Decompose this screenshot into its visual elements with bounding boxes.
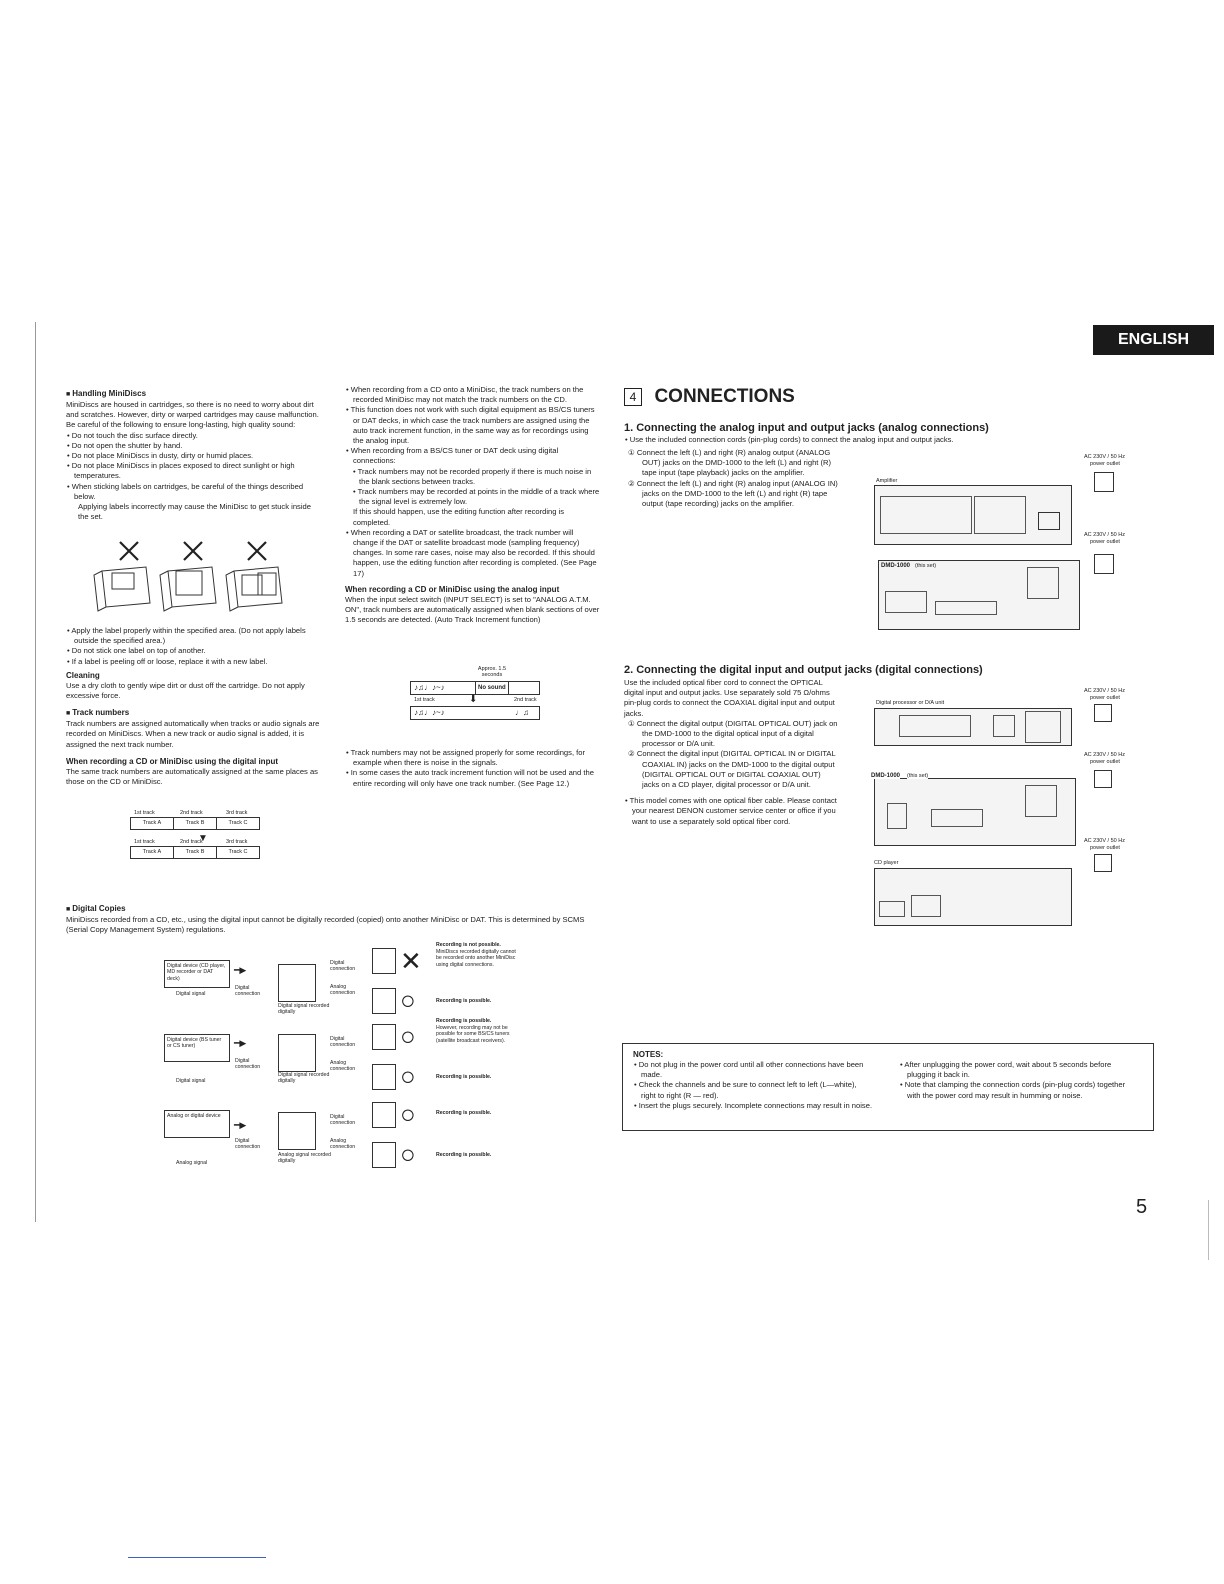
list-item: • If a label is peeling off or loose, replace it with a new label. [66, 657, 321, 667]
approx-label: Approx. 1.5 seconds [477, 666, 507, 678]
minidisc-icon [278, 1112, 316, 1150]
analog-section [624, 418, 1044, 445]
source-device-box [164, 1110, 230, 1138]
digital-section [624, 660, 1044, 677]
jack-panel [993, 715, 1015, 737]
page-divider [1208, 1200, 1209, 1260]
step-1 [624, 719, 839, 750]
minidisc-icon [278, 1034, 316, 1072]
jack-panel [935, 601, 997, 615]
track-label: 3rd track [226, 839, 248, 845]
track-cell: Track C [228, 849, 248, 855]
music-icon: ♪♫♩♪~♪ [414, 708, 445, 717]
digital-connection-figure [870, 686, 1140, 936]
analog-rec-text: When the input select switch (INPUT SELECT) is set to "ANALOG A.T.M. ON", track numbers are automatically assigned when blank sections of over 1.5 seconds are detected. (Auto Track Increment function) [345, 594, 600, 625]
page-number: 5 [1136, 1196, 1148, 1218]
source-signal-label: Analog signal [176, 1160, 208, 1166]
music-icon: ♩♫ [515, 708, 529, 717]
list-item: • This function does not work with such digital equipment as BS/CS tuners or DAT decks, in which case the track numbers are assigned using the auto track increment function, in the same way as for recordings using the analog input. [345, 405, 600, 446]
signal-bar [410, 681, 540, 695]
track-label: 1st track [134, 839, 155, 845]
recorded-label: Analog signal recorded digitally [278, 1152, 332, 1165]
step-2 [624, 749, 839, 790]
power-outlet-label: power outlet [1090, 845, 1120, 851]
digital-intro: Use the included optical fiber cord to connect the OPTICAL digital input and output jacks. Use separately sold 75 Ω/ohms pin-plug cords to connect the COAXIAL digital input and output jacks. [624, 678, 835, 718]
possible-icon: ○ [400, 1099, 416, 1129]
note-item: • After unplugging the power cord, wait about 5 seconds before plugging it back in. [899, 1060, 1139, 1080]
possible-icon: ○ [400, 985, 416, 1015]
middle-column-lower [345, 748, 600, 789]
section-title: CONNECTIONS [654, 386, 795, 407]
list-item: • When recording a DAT or satellite broadcast, the track number will change if the DAT or satellite broadcast mode (sampling frequency) changes. In some rare cases, noise may also be recorded. If this should happen, use the editing function after recording is completed. (See Page 17) [345, 528, 600, 579]
digital-title: 2. Connecting the digital input and output jacks (digital connections) [624, 664, 983, 676]
connection-label: Digital connection [235, 985, 261, 998]
footer-line [128, 1557, 266, 1558]
source-signal-label: Digital signal [176, 1078, 206, 1084]
digital-copies-text: MiniDiscs recorded from a CD, etc., using the digital input cannot be digitally recorded (copied) onto another MiniDisc or DAT. This is determined by SCMS (Serial Copy Management System) regulations. [66, 915, 585, 935]
analog-connection-figure [870, 452, 1140, 632]
result-title: Recording is possible. [436, 998, 492, 1004]
result-title: Recording is possible. [436, 1152, 492, 1158]
track-cell: Track A [131, 847, 174, 858]
result-title: Recording is not possible. [436, 942, 501, 948]
digital-copies [66, 900, 606, 935]
note-item: • Insert the plugs securely. Incomplete connections may result in noise. [633, 1101, 873, 1111]
result-title: Recording is possible. [436, 1018, 492, 1024]
source-device-box [164, 1034, 230, 1062]
result-note: However, recording may not be possible for some BS/CS tuners (satellite broadcast receivers). [436, 1025, 510, 1044]
list-item: • When sticking labels on cartridges, be careful of the things described below. [66, 482, 321, 502]
track-number-figure [130, 810, 270, 872]
ac-label: AC 230V / 50 Hz [1084, 688, 1125, 694]
cd-player-label: CD player [874, 860, 899, 866]
processor-label: Digital processor or D/A unit [876, 700, 945, 706]
second-track-label: 2nd track [514, 697, 537, 703]
minidisc-icon [372, 1142, 396, 1168]
connection-label: Digital connection [330, 1114, 356, 1127]
list-item: • When recording from a CD onto a MiniDisc, the track numbers on the recorded MiniDisc may not match the track numbers on the CD. [345, 385, 600, 405]
down-arrow-icon: ▼ [198, 833, 208, 844]
scms-row [160, 1096, 580, 1174]
jack-panel [911, 895, 941, 917]
track-cell: Track B [174, 818, 217, 829]
language-tab [1093, 325, 1214, 355]
source-signal-label: Digital signal [176, 991, 206, 997]
step-1 [624, 448, 839, 479]
note-item: • Note that clamping the connection cords (pin-plug cords) together with the power cord may result in humming or noise. [899, 1080, 1139, 1100]
possible-icon: ○ [400, 1061, 416, 1091]
list-item: • Do not touch the disc surface directly. [66, 431, 321, 441]
scms-row [160, 1018, 580, 1096]
fan-panel [1027, 567, 1059, 599]
power-plug-icon [1094, 770, 1112, 788]
minidisc-icon [372, 1064, 396, 1090]
power-plug-icon [1094, 704, 1112, 722]
cleaning-text: Use a dry cloth to gently wipe dirt or dust off the cartridge. Do not apply excessive force. [66, 680, 305, 701]
jack-panel [899, 715, 971, 737]
section-number: 4 [624, 388, 642, 406]
page-divider [35, 322, 36, 1222]
ac-label: AC 230V / 50 Hz [1084, 752, 1125, 758]
this-set-label: (this set) [915, 563, 937, 569]
connection-label: Analog connection [330, 1060, 356, 1073]
arrow-icon: ━▶ [234, 965, 247, 975]
step-number: ② [628, 749, 637, 759]
list-item: • Track numbers may be recorded at points in the middle of a track where the signal level is extremely low. [345, 487, 600, 507]
power-outlet-label: power outlet [1090, 759, 1120, 765]
jack-panel [879, 901, 905, 917]
scms-diagram [160, 942, 580, 1174]
result-note: MiniDiscs recorded digitally cannot be recorded onto another MiniDisc using digital connections. [436, 949, 516, 968]
analog-title: 1. Connecting the analog input and output jacks (analog connections) [624, 422, 989, 434]
left-column [66, 385, 321, 522]
step-number: ① [628, 718, 637, 728]
power-outlet-label: power outlet [1090, 539, 1120, 545]
source-device-label: Digital device (BS tuner or CS tuner) [167, 1037, 222, 1050]
result-title: Recording is possible. [436, 1074, 492, 1080]
step-text: Connect the left (L) and right (R) analog input (ANALOG IN) jacks on the DMD-1000 to the left (L) and right (R) tape output (tape recording) jacks on the amplifier. [636, 478, 838, 509]
ac-label: AC 230V / 50 Hz [1084, 532, 1125, 538]
dmd-device [878, 560, 1080, 630]
unit-label: DMD-1000 [881, 563, 911, 569]
digital-rec-text: The same track numbers are automatically assigned at the same places as those on the CD or MiniDisc. [66, 766, 318, 787]
amplifier-label: Amplifier [876, 478, 898, 484]
left-column-lower [66, 626, 321, 787]
notes-title: NOTES: [633, 1050, 664, 1059]
step-text: Connect the left (L) and right (R) analog output (ANALOG OUT) jacks on the DMD-1000 to the left (L) and right (R) tape input (tape playback) jacks on the amplifier. [636, 448, 832, 478]
note-item: • Check the channels and be sure to connect left to left (L—white), right to right (R — red). [633, 1080, 873, 1100]
jack-panel [887, 803, 907, 829]
connection-label: Analog connection [330, 984, 356, 997]
track-cell: Track C [228, 820, 248, 826]
down-arrow-icon: ⬇ [469, 694, 478, 705]
track-cell: Track A [131, 818, 174, 829]
track-numbers-text: Track numbers are assigned automatically when tracks or audio signals are recorded on MiniDiscs. When a new track or audio signal is added, it is assigned the next track number. [66, 719, 320, 749]
first-track-label: 1st track [414, 697, 435, 703]
cleaning-title: Cleaning [66, 670, 100, 680]
recorded-label: Digital signal recorded digitally [278, 1072, 330, 1085]
optical-cable-note: • This model comes with one optical fiber cable. Please contact your nearest DENON customer service center or office if you want to use a separately sold optical fiber cord. [624, 796, 839, 827]
auto-track-figure [410, 666, 550, 726]
jack-panel [974, 496, 1026, 534]
track-cell: Track B [174, 847, 217, 858]
section-heading [624, 386, 1024, 408]
connection-label: Digital connection [235, 1138, 261, 1151]
jack-panel [885, 591, 927, 613]
power-plug-icon [1094, 472, 1114, 492]
list-item: • Do not stick one label on top of another. [66, 646, 321, 656]
source-device-box [164, 960, 230, 988]
analog-rec-title: When recording a CD or MiniDisc using the analog input [345, 584, 560, 594]
note-item: • Do not plug in the power cord until all other connections have been made. [633, 1060, 873, 1080]
processor-device [874, 708, 1072, 746]
list-item: • Apply the label properly within the specified area. (Do not apply labels outside the specified area.) [66, 626, 321, 646]
list-item: • Track numbers may not be assigned properly for some recordings, for example when there is noise in the signals. [345, 748, 600, 768]
arrow-icon: ━▶ [234, 1038, 247, 1048]
step-text: Connect the digital output (DIGITAL OPTICAL OUT) jack on the DMD-1000 to the digital optical input of a digital processor or D/A unit. [636, 718, 838, 749]
connection-label: Digital connection [235, 1058, 261, 1071]
digital-steps [624, 678, 839, 827]
music-icon: ♪♫♩♪~♪ [414, 683, 445, 692]
signal-bar [410, 706, 540, 720]
possible-icon: ○ [400, 1021, 416, 1051]
recorded-label: Digital signal recorded digitally [278, 1003, 330, 1016]
handling-title: ■ Handling MiniDiscs [66, 388, 321, 400]
power-plug-icon [1094, 854, 1112, 872]
cartridge-label-illustration [88, 537, 298, 617]
power-outlet-label: power outlet [1090, 461, 1120, 467]
list-item: • When recording from a BS/CS tuner or DAT deck using digital connections: [345, 446, 600, 466]
analog-intro: • Use the included connection cords (pin-plug cords) to connect the analog input and output jacks. [624, 435, 1044, 445]
possible-icon: ○ [400, 1139, 416, 1169]
list-item: • Do not place MiniDiscs in places exposed to direct sunlight or high temperatures. [66, 461, 321, 481]
dmd-device [871, 773, 1076, 846]
step-2 [624, 479, 839, 510]
step-number: ① [628, 448, 637, 457]
power-socket-icon [1038, 512, 1060, 530]
track-label: 3rd track [226, 810, 248, 816]
minidisc-icon [278, 964, 316, 1002]
cd-player-device [874, 868, 1072, 926]
this-set-label: (this set) [907, 773, 929, 779]
connection-label: Digital connection [330, 1036, 356, 1049]
if-note: If this should happen, use the editing function after recording is completed. [353, 507, 565, 527]
notes-box [622, 1043, 1154, 1131]
track-label: 2nd track [180, 810, 203, 816]
track-label: 1st track [134, 810, 155, 816]
minidisc-icon [372, 948, 396, 974]
track-label: 2nd track [180, 839, 203, 845]
arrow-icon: ━▶ [234, 1120, 247, 1130]
minidisc-icon [372, 1024, 396, 1050]
ac-label: AC 230V / 50 Hz [1084, 838, 1125, 844]
minidisc-icon [372, 988, 396, 1014]
middle-column [345, 385, 600, 625]
list-item: • In some cases the auto track increment function will not be used and the entire recording will only have one track number. (See Page 12.) [345, 768, 600, 788]
list-item: • Do not open the shutter by hand. [66, 441, 321, 451]
list-item: • Track numbers may not be recorded properly if there is much noise in the blank sections between tracks. [345, 467, 600, 487]
track-numbers-title: ■ Track numbers [66, 707, 321, 719]
minidisc-icon [372, 1102, 396, 1128]
no-sound-label: No sound [475, 682, 509, 694]
handling-intro: MiniDiscs are housed in cartridges, so there is no need to worry about dirt and scratches. However, dirty or warped cartridges may cause malfunction. Be careful of the following to ensure long-lasting, high quality sound: [66, 400, 319, 430]
power-plug-icon [1094, 554, 1114, 574]
label-note: Applying labels incorrectly may cause the MiniDisc to get stuck inside the set. [78, 502, 311, 522]
jack-panel [880, 496, 972, 534]
digital-copies-title: ■ Digital Copies [66, 903, 606, 915]
list-item: • Do not place MiniDiscs in dusty, dirty or humid places. [66, 451, 321, 461]
scms-row [160, 942, 580, 1020]
not-possible-icon: ✕ [400, 946, 422, 976]
fan-panel [1025, 711, 1061, 743]
source-device-label: Digital device (CD player, MD recorder or DAT deck) [167, 963, 226, 982]
step-number: ② [628, 478, 637, 488]
power-outlet-label: power outlet [1090, 695, 1120, 701]
language-tab-label: ENGLISH [1117, 331, 1190, 348]
source-device-label: Analog or digital device [167, 1113, 221, 1119]
unit-label: DMD-1000 [871, 773, 901, 779]
ac-label: AC 230V / 50 Hz [1084, 454, 1125, 460]
digital-rec-title: When recording a CD or MiniDisc using the digital input [66, 756, 279, 766]
fan-panel [1025, 785, 1057, 817]
connection-label: Digital connection [330, 960, 356, 973]
connection-label: Analog connection [330, 1138, 356, 1151]
jack-panel [931, 809, 983, 827]
analog-steps [624, 448, 839, 509]
result-title: Recording is possible. [436, 1110, 492, 1116]
step-text: Connect the digital input (DIGITAL OPTICAL IN or DIGITAL COAXIAL IN) jacks on the DMD-1000 to the digital output (DIGITAL OPTICAL OUT or DIGITAL COAXIAL OUT) jacks on a CD player, digital processor or D/A unit. [636, 749, 836, 790]
